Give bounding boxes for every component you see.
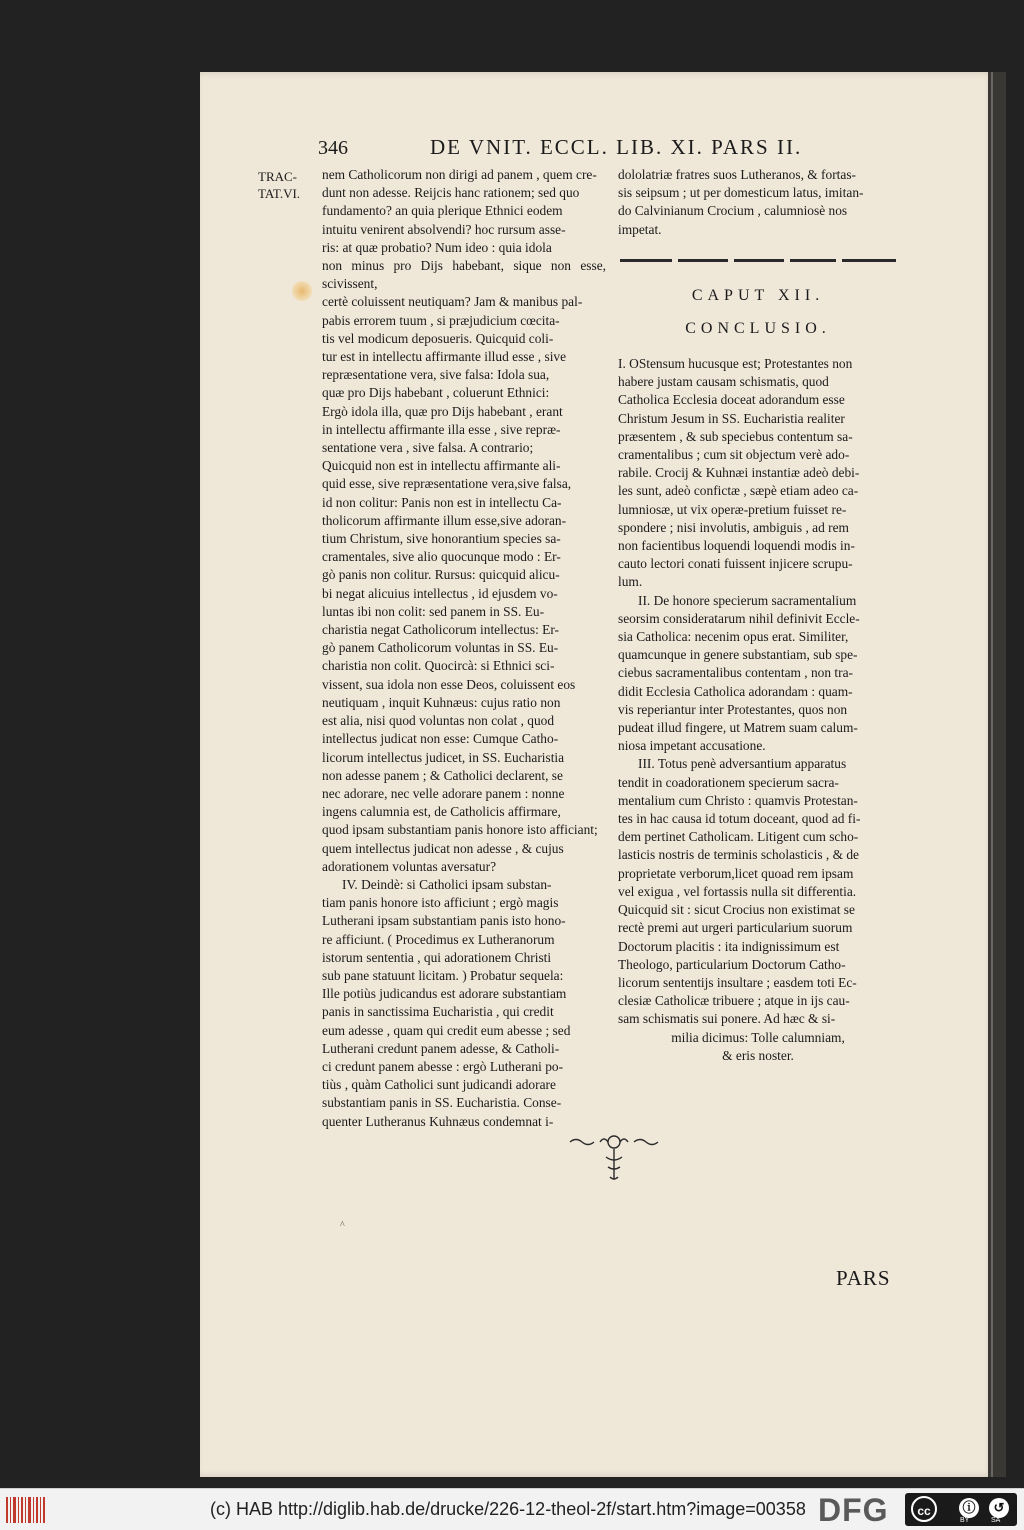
text-line: do Calvinianum Crocium , calumniosè nos [618, 203, 848, 219]
text-line: Ergò idola illa, quæ pro Dijs habebant , erant [322, 403, 563, 419]
text-line: Theologo, particularium Doctorum Catho- [618, 956, 846, 972]
text-line: licorum intellectus judicet, in SS. Eucharistia [322, 749, 565, 765]
text-line: ingens calumnia est, de Catholicis affirmare, [322, 804, 561, 820]
text-line: Lutherani credunt panem adesse, & Catholi- [322, 1040, 560, 1056]
text-line: non minus pro Dijs habebant, sique non esse, scivissent, [322, 258, 606, 292]
text-line: dunt non adesse. Reijcis hanc rationem; sed quo [322, 185, 580, 201]
text-line: adorationem voluntas aversatur? [322, 858, 497, 874]
text-line: certè coluissent neutiquam? Jam & manibus pal- [322, 294, 583, 310]
left-text-column [322, 166, 606, 1131]
text-line: rabile. Crocij & Kuhnæi instantiæ adeò debi- [618, 465, 860, 481]
text-line: id non colitur: Panis non est in intellectu Ca- [322, 494, 562, 510]
margin-note-line: TAT.VI. [258, 186, 301, 201]
text-line: sis seipsum ; ut per domesticum latus, imitan- [618, 185, 864, 201]
text-line: vel exigua , vel fortassis nulla sit differentia. [618, 883, 857, 899]
text-line: & eris noster. [722, 1047, 794, 1063]
text-line: quid esse, sive repræsentatione vera,sive falsa, [322, 476, 572, 492]
text-line: tium Christum, sive honorantium species sa- [322, 531, 561, 547]
text-line: quem intellectus judicat non adesse , & cujus [322, 840, 564, 856]
text-line: quod ipsam substantiam panis honore isto afficiant; [322, 822, 598, 838]
text-line: sam schismatis sui ponere. Ad hæc & si- [618, 1011, 836, 1027]
paper-stain [292, 281, 312, 301]
cc-license-badge[interactable] [905, 1493, 1017, 1526]
text-line: Ille potiùs judicandus est adorare substantiam [322, 986, 567, 1002]
text-line: est alia, nisi quod voluntas non colat , quod [322, 713, 555, 729]
text-line: I. OStensum hucusque est; Protestantes non [618, 356, 853, 371]
conclusion-text [618, 355, 898, 1065]
text-line: non adesse panem ; & Catholici declarent, se [322, 767, 563, 783]
text-line: nem Catholicorum non dirigi ad panem , quem cre- [322, 167, 597, 182]
text-line: licorum sententijs insultare ; easdem toti Ec- [618, 974, 857, 990]
text-line: IV. Deindè: si Catholici ipsam substan- [342, 876, 552, 892]
text-line: præsentem , & sub speciebus contentum sa- [618, 428, 853, 444]
margin-note [258, 168, 320, 202]
text-line: tur est in intellectu affirmante illud esse , sive [322, 349, 567, 365]
running-title: DE VNIT. ECCL. LIB. XI. PARS II. [430, 135, 803, 159]
text-line: quamcunque in genere substantiam, sub spe- [618, 647, 858, 663]
page-number: 346 [318, 137, 348, 159]
text-line: lasticis nostris de terminis scholasticis , & de [618, 847, 859, 863]
text-line: sia Catholica: necenim opus erat. Similiter, [618, 629, 849, 645]
text-line: gò panis non colitur. Rursus: quicquid alicu- [322, 567, 560, 583]
text-line: dem pertinet Catholicam. Litigent cum scho- [618, 829, 859, 845]
text-line: impetat. [618, 221, 662, 237]
text-line: panis in sanctissima Eucharistia , qui credit [322, 1004, 554, 1020]
text-line: les sunt, adeò confictæ , sæpè etiam adeo ca- [618, 483, 859, 499]
text-line: luntas ibi non colit: sed panem in SS. Eu- [322, 603, 545, 619]
printer-ornament [566, 1135, 662, 1195]
citation-link[interactable]: (c) HAB http://diglib.hab.de/drucke/226-12-theol-2f/start.htm?image=00358 [210, 1499, 806, 1519]
text-line: intuitu venirent absolvendi? hoc rursum asse- [322, 221, 566, 237]
text-line: lum. [618, 574, 643, 590]
text-line: Catholica Ecclesia doceat adorandum esse [618, 392, 845, 408]
text-line: niosa impetant accusatione. [618, 738, 766, 754]
text-line: tendit in coadorationem specierum sacra- [618, 774, 839, 790]
text-line: substantiam panis in SS. Eucharistia. Conse- [322, 1095, 562, 1111]
text-line: in intellectu affirmante illa esse , sive repræ- [322, 421, 561, 437]
margin-note-line: TRAC- [258, 169, 297, 184]
text-line: ci credunt panem abesse : ergò Lutherani po- [322, 1058, 564, 1074]
text-line: milia dicimus: Tolle calumniam, [671, 1029, 845, 1045]
text-line: tiam panis honore isto afficiunt ; ergò magis [322, 895, 559, 911]
by-label: BY [960, 1517, 970, 1524]
text-line: III. Totus penè adversantium apparatus [638, 756, 847, 772]
catchword: PARS [836, 1266, 891, 1290]
text-line: istorum sententia , qui adorationem Christi [322, 949, 552, 965]
text-line: tes in hac causa id totum doceant, quod ad fi- [618, 811, 861, 827]
sa-icon: ↺ [989, 1498, 1009, 1518]
text-line: habere justam causam schismatis, quod [618, 374, 829, 390]
text-line: non facientibus loquendi loquendi modis in- [618, 538, 855, 554]
page-binding-edge [988, 72, 1006, 1477]
text-line: neutiquam , inquit Kuhnæus: cujus ratio non [322, 694, 561, 710]
text-line: quenter Lutheranus Kuhnæus condemnat i- [322, 1113, 554, 1129]
text-line: ciebus sacramentalibus contentam , non tra- [618, 665, 853, 681]
running-header [318, 135, 803, 165]
text-line: bi negat alicuius intellectus , id ejusdem vo- [322, 585, 558, 601]
stray-mark: ^ [340, 1220, 345, 1231]
text-line: nec adorare, nec velle adorare panem : nonne [322, 785, 565, 801]
text-line: pudeat illud fingere, ut Matrem suam calum- [618, 720, 858, 736]
by-icon: ⓘ [959, 1498, 979, 1518]
text-line: fundamento? an quia plerique Ethnici eodem [322, 203, 563, 219]
text-line: gò panem Catholicorum voluntas in SS. Eu- [322, 640, 559, 656]
text-line: quæ pro Dijs habebant , coluerunt Ethnici: [322, 385, 550, 401]
text-line: charistia non colit. Quocircà: si Ethnici sci- [322, 658, 555, 674]
text-line: sentatione vera , sive falsa. A contrario; [322, 440, 534, 456]
text-line: cramentalibus ; cum sit objectum verè ado- [618, 447, 850, 463]
text-line: vissent, sua idola non esse Deos, coluissent eos [322, 676, 576, 692]
text-line: II. De honore specierum sacramentalium [638, 592, 857, 608]
text-line: eum adesse , quam qui credit eum abesse ; sed [322, 1022, 571, 1038]
text-line: Quicquid sit : sicut Crocius non existimat se [618, 902, 855, 918]
text-line: tiùs , quàm Catholici sunt judicandi adorare [322, 1077, 556, 1093]
text-line: Quicquid non est in intellectu affirmante ali- [322, 458, 561, 474]
text-line: tholicorum affirmante illum esse,sive adoran- [322, 512, 567, 528]
text-line: Christum Jesum in SS. Eucharistia realiter [618, 410, 845, 426]
dfg-logo: DFG [818, 1492, 889, 1528]
text-line: tis vel modicum deposueris. Quicquid coli- [322, 330, 554, 346]
cc-icon: cc [911, 1496, 937, 1522]
text-line: dololatriæ fratres suos Lutheranos, & fortas- [618, 167, 856, 182]
text-line: cauto lectori conati fuissent injicere scrupu- [618, 556, 853, 572]
text-line: sub pane statuunt licitam. ) Probatur sequela: [322, 967, 564, 983]
text-line: Doctorum placitis : ita indignissimum est [618, 938, 840, 954]
text-line: pabis errorem tuum , si præjudicium cœcita- [322, 312, 560, 328]
text-line: repræsentatione vera, sive falsa: Idola sua, [322, 367, 550, 383]
text-line: re afficiunt. ( Procedimus ex Lutheranorum [322, 931, 555, 947]
section-divider-rule [620, 258, 896, 263]
text-line: charistia negat Catholicorum intellectus: Er- [322, 622, 559, 638]
text-line: Lutherani ipsam substantiam panis isto hono- [322, 913, 566, 929]
chapter-title: CAPUT XII. [691, 287, 825, 304]
viewer-footer [0, 1488, 1024, 1530]
text-line: seorsim consideratarum nihil definivit Eccle- [618, 610, 860, 626]
right-column-top-text [618, 166, 898, 239]
chapter-subtitle: CONCLUSIO. [685, 320, 831, 337]
text-line: lumniosæ, ut vix operæ-pretium fuisset re- [618, 501, 847, 517]
text-line: proprietate verborum,licet quoad rem ipsam [618, 865, 854, 881]
text-line: mentalium cum Christo : quamvis Protestan- [618, 792, 858, 808]
text-line: intellectus judicat non esse: Cumque Catho- [322, 731, 559, 747]
text-line: ris: at quæ probatio? Num ideo : quia idola [322, 239, 552, 255]
sa-label: SA [991, 1517, 1001, 1524]
text-line: spondere ; nisi involutis, ambiguis , ad rem [618, 519, 849, 535]
hab-barcode-logo [6, 1497, 46, 1523]
text-line: didit Ecclesia Catholica adorandam : quam- [618, 683, 853, 699]
text-line: cramentales, sive alio quocunque modo : Er- [322, 549, 561, 565]
text-line: rectè premi aut urgeri particularium suorum [618, 920, 853, 936]
text-line: clesiæ Catholicæ tribuere ; atque in ijs cau- [618, 993, 850, 1009]
text-line: vis reperiantur inter Protestantes, quos non [618, 701, 848, 717]
